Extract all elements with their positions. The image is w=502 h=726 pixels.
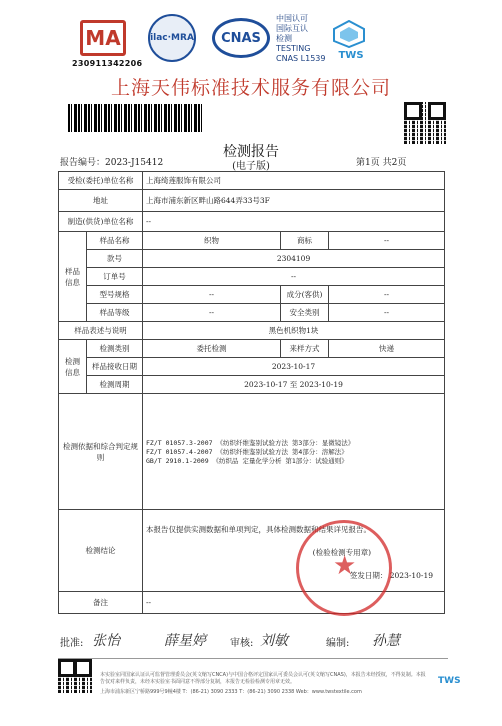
report-subtitle: (电子版) (232, 161, 270, 172)
table-row (59, 212, 445, 232)
test-type-label: 检测类别 (87, 340, 143, 358)
footer-qr-code (58, 659, 92, 693)
tws-logo-icon (332, 20, 366, 48)
conclusion-value (143, 510, 445, 592)
basis-line: GB/T 2910.1-2009 《纺织品 定量化学分析 第1部分：试验通则》 (146, 457, 348, 465)
composition-value: -- (329, 286, 445, 304)
order-value: -- (143, 268, 445, 286)
conclusion-text: 本报告仅提供实测数据和单项判定，具体检测数据和结果详见报告。 (146, 525, 372, 534)
period-value: 2023-10-17 至 2023-10-19 (143, 376, 445, 394)
table-row (59, 268, 445, 286)
remarks-value: -- (143, 592, 445, 614)
tws-logo-text: TWS (338, 50, 364, 61)
model-label: 型号规格 (87, 286, 143, 304)
sample-name-label: 样品名称 (87, 232, 143, 250)
cnas-text: 中国认可 国际互认 检测 TESTING CNAS L1539 (276, 14, 326, 63)
sample-info-label: 样品信息 (59, 232, 87, 322)
receive-date-value: 2023-10-17 (143, 358, 445, 376)
description-label: 样品表述与说明 (59, 322, 143, 340)
remarks-label: 备注 (59, 592, 143, 614)
address-value: 上海市浦东新区畔山路644弄33号3F (143, 190, 445, 212)
official-stamp (296, 520, 392, 616)
delivery-label: 来样方式 (281, 340, 329, 358)
conclusion-label: 检测结论 (59, 510, 143, 592)
basis-value (143, 394, 445, 510)
client-value: 上海绮莲服饰有限公司 (143, 172, 445, 190)
safety-value: -- (329, 304, 445, 322)
review-signature: 刘敏 (260, 633, 288, 649)
composition-label: 成分(客供) (281, 286, 329, 304)
table-row (59, 322, 445, 340)
qr-code (404, 102, 446, 144)
barcode (68, 104, 202, 132)
footer-tws-logo: TWS (438, 676, 461, 686)
grade-value: -- (143, 304, 281, 322)
brand-label: 商标 (281, 232, 329, 250)
footer-divider (58, 658, 448, 659)
ma-logo: MA (80, 20, 126, 56)
approve-label: 批准: (60, 638, 84, 649)
grade-label: 样品等级 (87, 304, 143, 322)
signature-2: 薛星婷 (164, 633, 206, 649)
period-label: 检测周期 (87, 376, 143, 394)
style-value: 2304109 (143, 250, 445, 268)
basis-label: 检测依据和综合判定规则 (59, 394, 143, 510)
report-number: 报告编号：2023-J15412 (60, 158, 164, 168)
review-label: 审核: (230, 638, 254, 649)
basis-line: FZ/T 01057.4-2007 《纺织纤维鉴别试验方法 第4部分：溶解法》 (146, 448, 348, 456)
table-row (59, 592, 445, 614)
description-value: 黑色机织物1块 (143, 322, 445, 340)
table-row (59, 304, 445, 322)
page-info: 第1页 共2页 (356, 158, 407, 168)
table-row (59, 232, 445, 250)
basis-line: FZ/T 01057.3-2007 《纺织纤维鉴别试验方法 第3部分：显微镜法》 (146, 439, 355, 447)
manufacturer-label: 制造(供货)单位名称 (59, 212, 143, 232)
table-row (59, 340, 445, 358)
approve-signature: 张怡 (92, 633, 120, 649)
table-row (59, 250, 445, 268)
table-row (59, 190, 445, 212)
order-label: 订单号 (87, 268, 143, 286)
receive-date-label: 样品接收日期 (87, 358, 143, 376)
issue-date-value: 2023-10-19 (389, 571, 434, 580)
footer-text: 本实验室同国家认证认可监督管理委员会(英文缩写CNCA)与中国合格评定国家认可委员会认可(英文缩写CNAS)，本报告未经授权，不得复制。本报告仅对来样负责，未经本实验室书面同意不得部分复制，本报告无检验检测专用章无效。 (100, 672, 426, 685)
style-label: 款号 (87, 250, 143, 268)
table-row (59, 394, 445, 510)
test-type-value: 委托检测 (143, 340, 281, 358)
table-row (59, 286, 445, 304)
ilac-mra-logo: ilac·MRA (148, 14, 196, 62)
test-info-label: 检测信息 (59, 340, 87, 394)
address-label: 地址 (59, 190, 143, 212)
table-row (59, 172, 445, 190)
table-row (59, 376, 445, 394)
signature-row (60, 632, 450, 654)
table-row (59, 358, 445, 376)
logo-row (0, 6, 502, 70)
model-value: -- (143, 286, 281, 304)
footer-address: 上海市浦东新区宁桥路999号9幢4楼 T：(86-21) 3090 2333 T：(86-21) 3090 2338 Web：www.twstextile.com (100, 689, 362, 695)
report-title: 检测报告 (223, 144, 279, 160)
delivery-value: 快递 (329, 340, 445, 358)
issue-date (146, 570, 441, 581)
brand-value: -- (329, 232, 445, 250)
ma-code: 230911342206 (72, 59, 143, 68)
client-label: 受检(委托)单位名称 (59, 172, 143, 190)
edit-signature: 孙慧 (372, 633, 400, 649)
safety-label: 安全类别 (281, 304, 329, 322)
issue-date-label: 签发日期： (349, 571, 388, 580)
sample-name-value: 织物 (143, 232, 281, 250)
edit-label: 编制: (326, 638, 350, 649)
manufacturer-value: -- (143, 212, 445, 232)
company-name: 上海天伟标准技术服务有限公司 (110, 77, 391, 99)
conclusion-stamp-note: (检验检测专用章) (312, 548, 372, 557)
cnas-logo: CNAS (212, 18, 270, 58)
